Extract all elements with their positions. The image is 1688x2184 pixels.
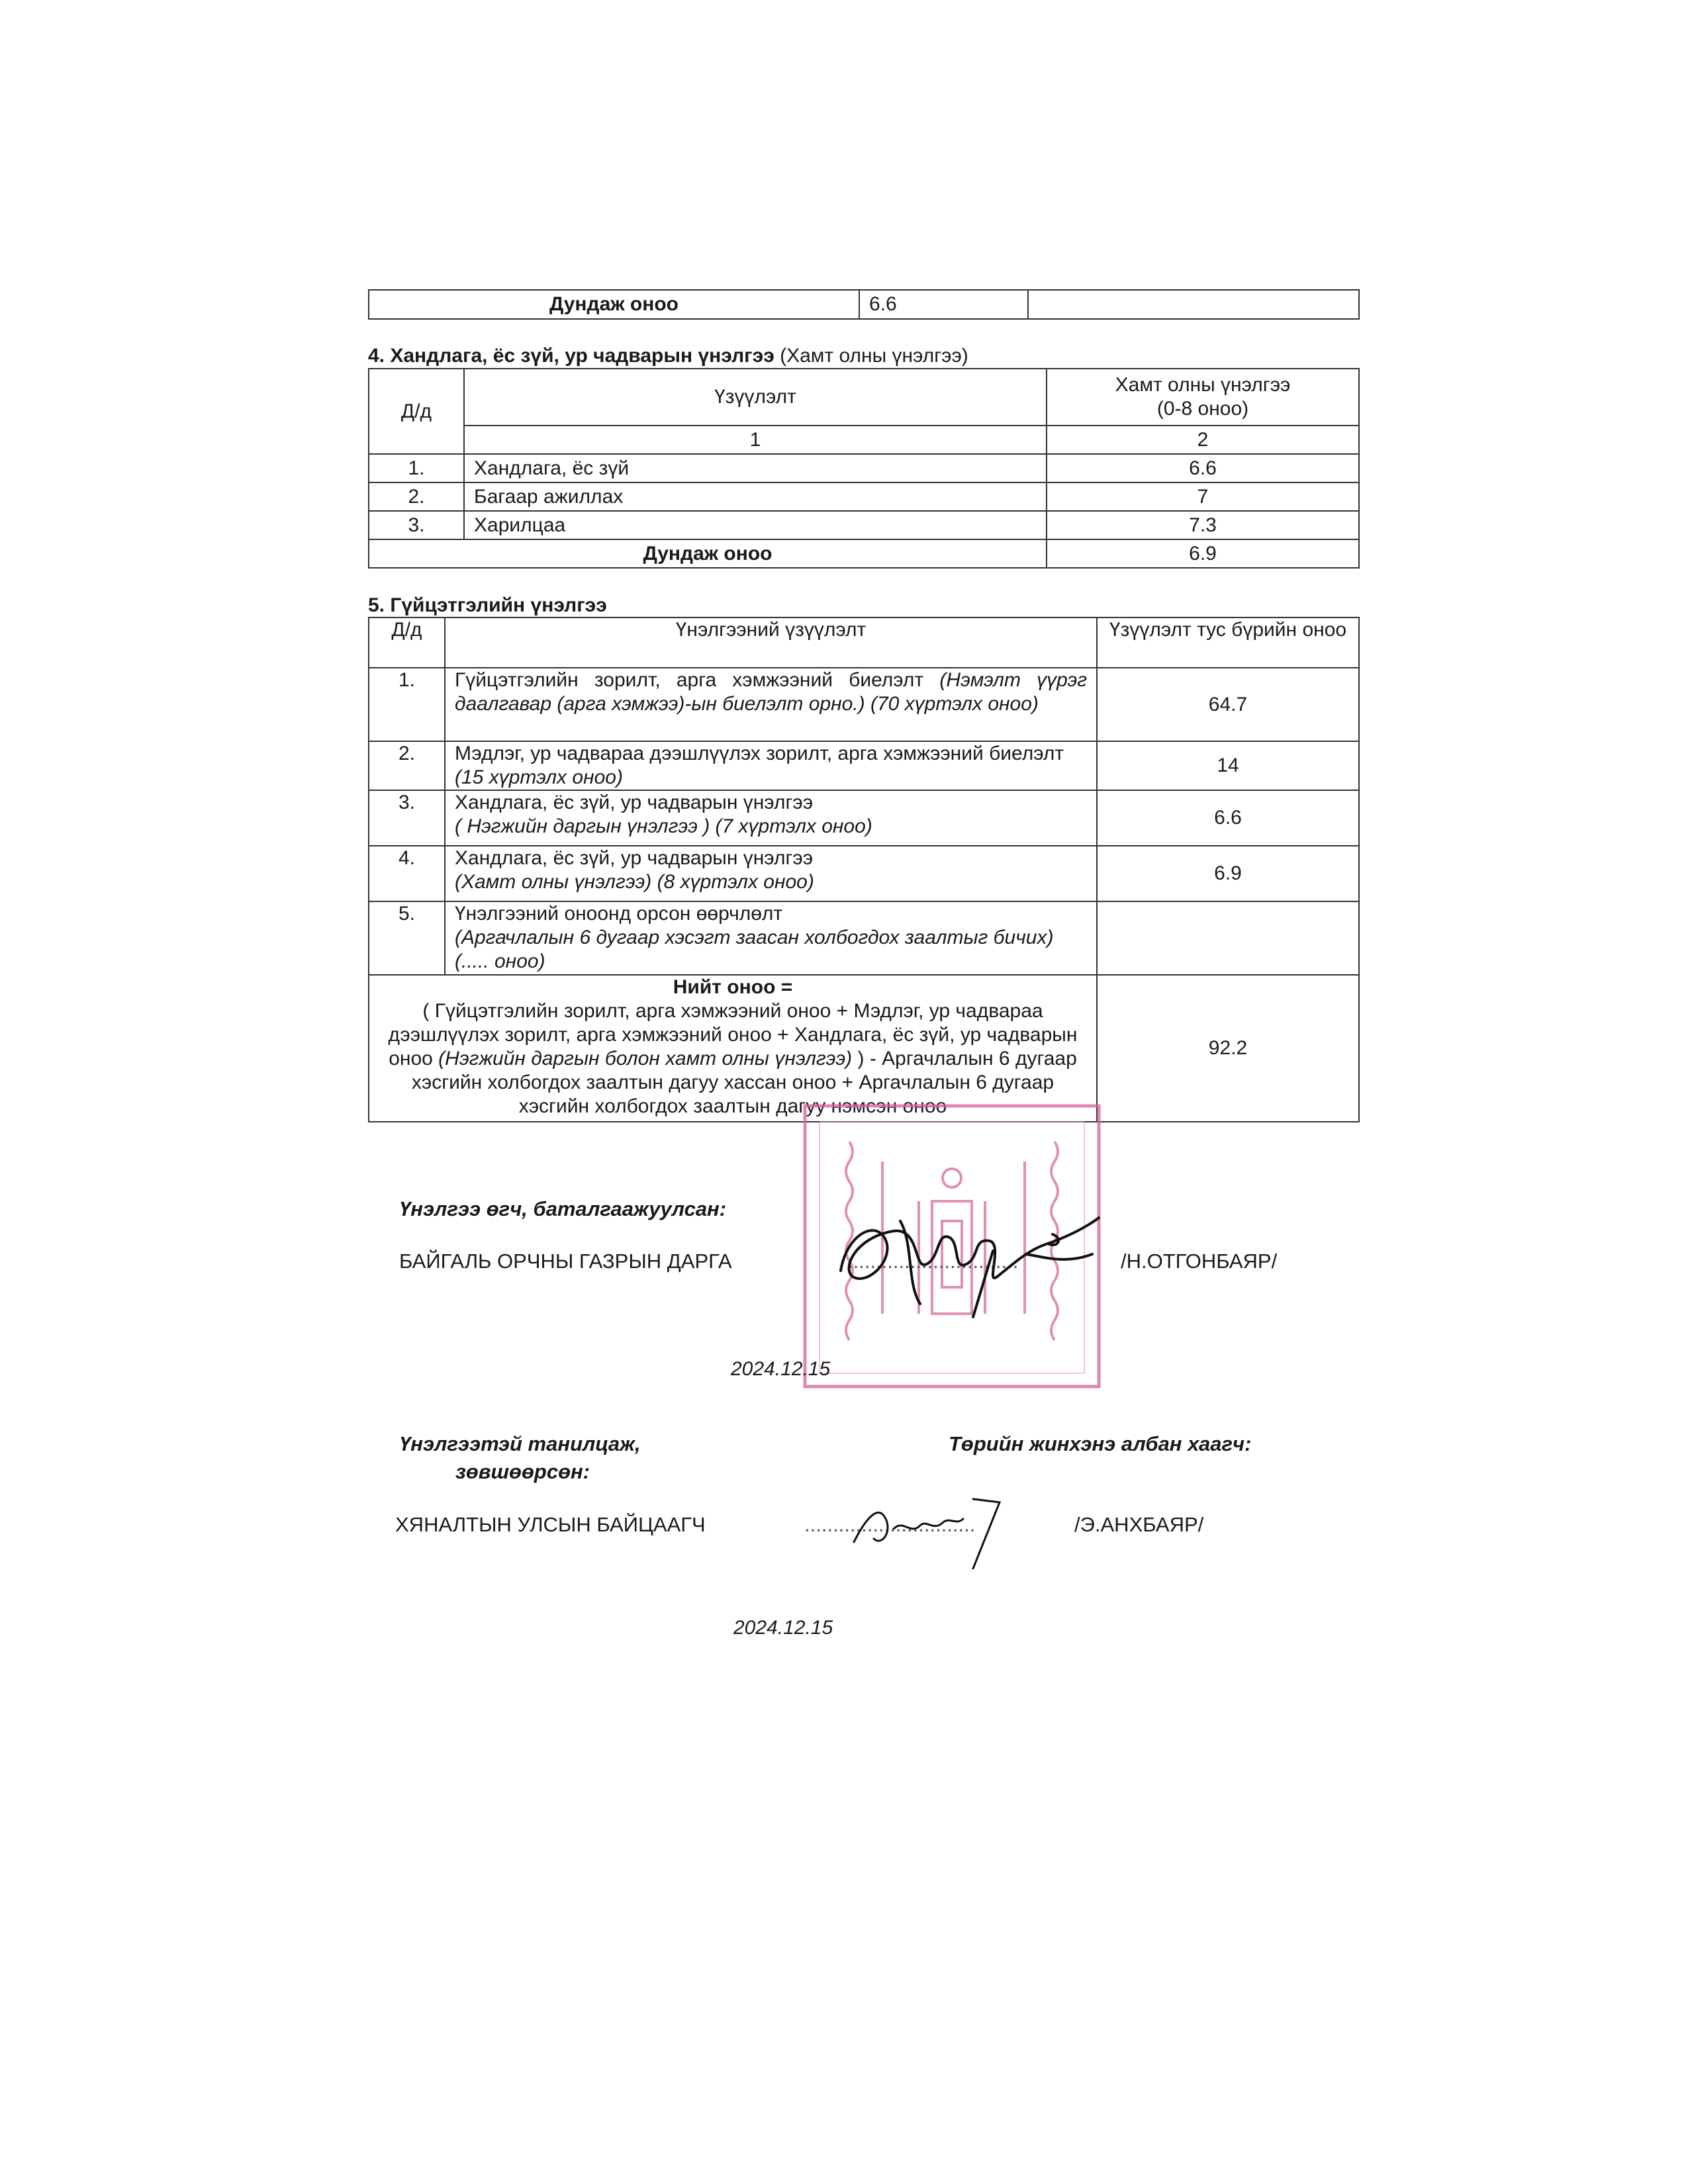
- row-value: 6.6: [1097, 790, 1359, 846]
- row-num: 4.: [369, 846, 445, 901]
- row-num: 5.: [369, 901, 445, 975]
- row-value: [1097, 901, 1359, 975]
- row-value: 7: [1047, 482, 1359, 511]
- row-text-main: Гүйцэтгэлийн зорилт, арга хэмжээний биелэлт: [455, 669, 940, 691]
- header-num: Д/д: [369, 617, 445, 668]
- row-label: Хандлага, ёс зүй: [464, 454, 1047, 482]
- evaluator-heading: Үнэлгээ өгч, баталгаажуулсан:: [399, 1197, 727, 1220]
- row-text: [445, 790, 1097, 846]
- row-text-main: Хандлага, ёс зүй, ур чадварын үнэлгээ: [455, 792, 814, 813]
- row-value: 64.7: [1097, 668, 1359, 741]
- average-value: 6.6: [859, 290, 1028, 319]
- row-text-italic: ( Нэгжийн даргын үнэлгээ ) (7 хүртэлх оноо): [455, 815, 872, 837]
- row-num: 3.: [369, 511, 464, 539]
- row-label: Багаар ажиллах: [464, 482, 1047, 511]
- total-formula-italic: (Нэгжийн даргын болон хамт олны үнэлгээ): [438, 1048, 853, 1069]
- section-4-title: [368, 344, 968, 368]
- row-text-italic: (15 хүртэлх оноо): [455, 766, 623, 788]
- row-value: 6.9: [1097, 846, 1359, 901]
- header-score: [1047, 369, 1359, 426]
- row-text-main: Мэдлэг, ур чадвараа дээшлүүлэх зорилт, арга хэмжээний биелэлт: [455, 743, 1064, 764]
- row-text: [445, 846, 1097, 901]
- row-text-italic: (Хамт олны үнэлгээ) (8 хүртэлх оноо): [455, 871, 814, 893]
- section-5-table: [368, 617, 1360, 1122]
- average-label: Дундаж оноо: [369, 290, 859, 319]
- table-row: [369, 454, 1359, 482]
- total-label: Нийт оноо =: [673, 976, 793, 998]
- total-formula-part-1: ( Гүйцэтгэлийн зорилт, арга хэмжээний оноо + Мэдлэг, ур чадвараа дээшлүүлэх зорилт, арга хэмжээний оноо + Хандлага, ёс зүй, ур чадварын оноо: [388, 1000, 1078, 1069]
- header-indicator: Үзүүлэлт: [464, 369, 1047, 426]
- employee-dots: ..............................: [804, 1513, 976, 1536]
- row-text-italic: (Нэмэлт үүрэг даалгавар (арга хэмжээ)-ын биелэлт орно.) (70 хүртэлх оноо): [455, 669, 1087, 715]
- average-score-table-top: [368, 289, 1360, 320]
- section-4-table: [368, 368, 1360, 569]
- row-value: 7.3: [1047, 511, 1359, 539]
- row-num: 2.: [369, 741, 445, 790]
- column-number: 2: [1047, 426, 1359, 454]
- total-formula: [383, 999, 1083, 1118]
- average-row: [369, 539, 1359, 568]
- row-text: [445, 741, 1097, 790]
- evaluator-position: БАЙГАЛЬ ОРЧНЫ ГАЗРЫН ДАРГА: [399, 1250, 732, 1273]
- row-text-main: Хандлага, ёс зүй, ур чадварын үнэлгээ: [455, 847, 814, 869]
- row-text-main: Үнэлгээний оноонд орсон өөрчлөлт: [455, 903, 783, 925]
- table-row: [369, 668, 1359, 741]
- header-score-line1: Хамт олны үнэлгээ: [1115, 374, 1291, 396]
- table-row: [369, 790, 1359, 846]
- table-row: [369, 846, 1359, 901]
- signature-graphic: [827, 1191, 1105, 1324]
- total-formula-part-2: ) - Аргачлалын 6 дугаар хэсгийн холбогдох заалтын дагуу хассан оноо + Аргачлалын 6 дугаар хэсгийн холбогдох заалтын дагуу нэмсэн оноо: [411, 1048, 1077, 1117]
- row-text-italic: (Аргачлалын 6 дугаар хэсэгт заасан холбогдох заалтыг бичих) (..... оноо): [455, 927, 1054, 972]
- row-text: [445, 668, 1097, 741]
- row-num: 2.: [369, 482, 464, 511]
- total-row: [369, 975, 1359, 1122]
- row-num: 1.: [369, 454, 464, 482]
- row-label: Харилцаа: [464, 511, 1047, 539]
- row-num: 3.: [369, 790, 445, 846]
- row-num: 1.: [369, 668, 445, 741]
- evaluator-name: /Н.ОТГОНБАЯР/: [1121, 1250, 1278, 1273]
- section-4-title-bold: 4. Хандлага, ёс зүй, ур чадварын үнэлгээ: [368, 345, 774, 367]
- row-text: [445, 901, 1097, 975]
- average-label: Дундаж оноо: [369, 539, 1047, 568]
- row-value: 6.6: [1047, 454, 1359, 482]
- employee-heading-line1: Үнэлгээтэй танилцаж,: [399, 1432, 641, 1455]
- evaluator-date: 2024.12.15: [731, 1358, 831, 1380]
- column-number: 1: [464, 426, 1047, 454]
- table-row: [369, 741, 1359, 790]
- employee-signature: [841, 1489, 1026, 1575]
- evaluator-dots: ..............................: [847, 1250, 1019, 1273]
- employee-date: 2024.12.15: [733, 1617, 833, 1639]
- table-row: [369, 482, 1359, 511]
- table-row: [369, 511, 1359, 539]
- signature-graphic: [841, 1489, 1026, 1575]
- employee-name: /Э.АНХБАЯР/: [1074, 1513, 1204, 1536]
- empty-cell: [1028, 290, 1359, 319]
- row-value: 14: [1097, 741, 1359, 790]
- employee-heading-line2: зөвшөөрсөн:: [455, 1460, 590, 1483]
- table-row: [369, 901, 1359, 975]
- total-cell: [369, 975, 1097, 1122]
- header-score-line2: (0-8 оноо): [1156, 398, 1249, 420]
- section-5-title: 5. Гүйцэтгэлийн үнэлгээ: [368, 594, 607, 616]
- section-4-title-rest: (Хамт олны үнэлгээ): [774, 345, 968, 367]
- header-indicator: Үнэлгээний үзүүлэлт: [445, 617, 1097, 668]
- average-value: 6.9: [1047, 539, 1359, 568]
- employee-role-heading: Төрийн жинхэнэ албан хаагч:: [949, 1432, 1252, 1455]
- employee-position: ХЯНАЛТЫН УЛСЫН БАЙЦААГЧ: [395, 1513, 706, 1536]
- total-value: 92.2: [1097, 975, 1359, 1122]
- header-score: Үзүүлэлт тус бүрийн оноо: [1097, 617, 1359, 668]
- header-num: Д/д: [369, 369, 464, 454]
- evaluator-signature: [827, 1191, 1105, 1324]
